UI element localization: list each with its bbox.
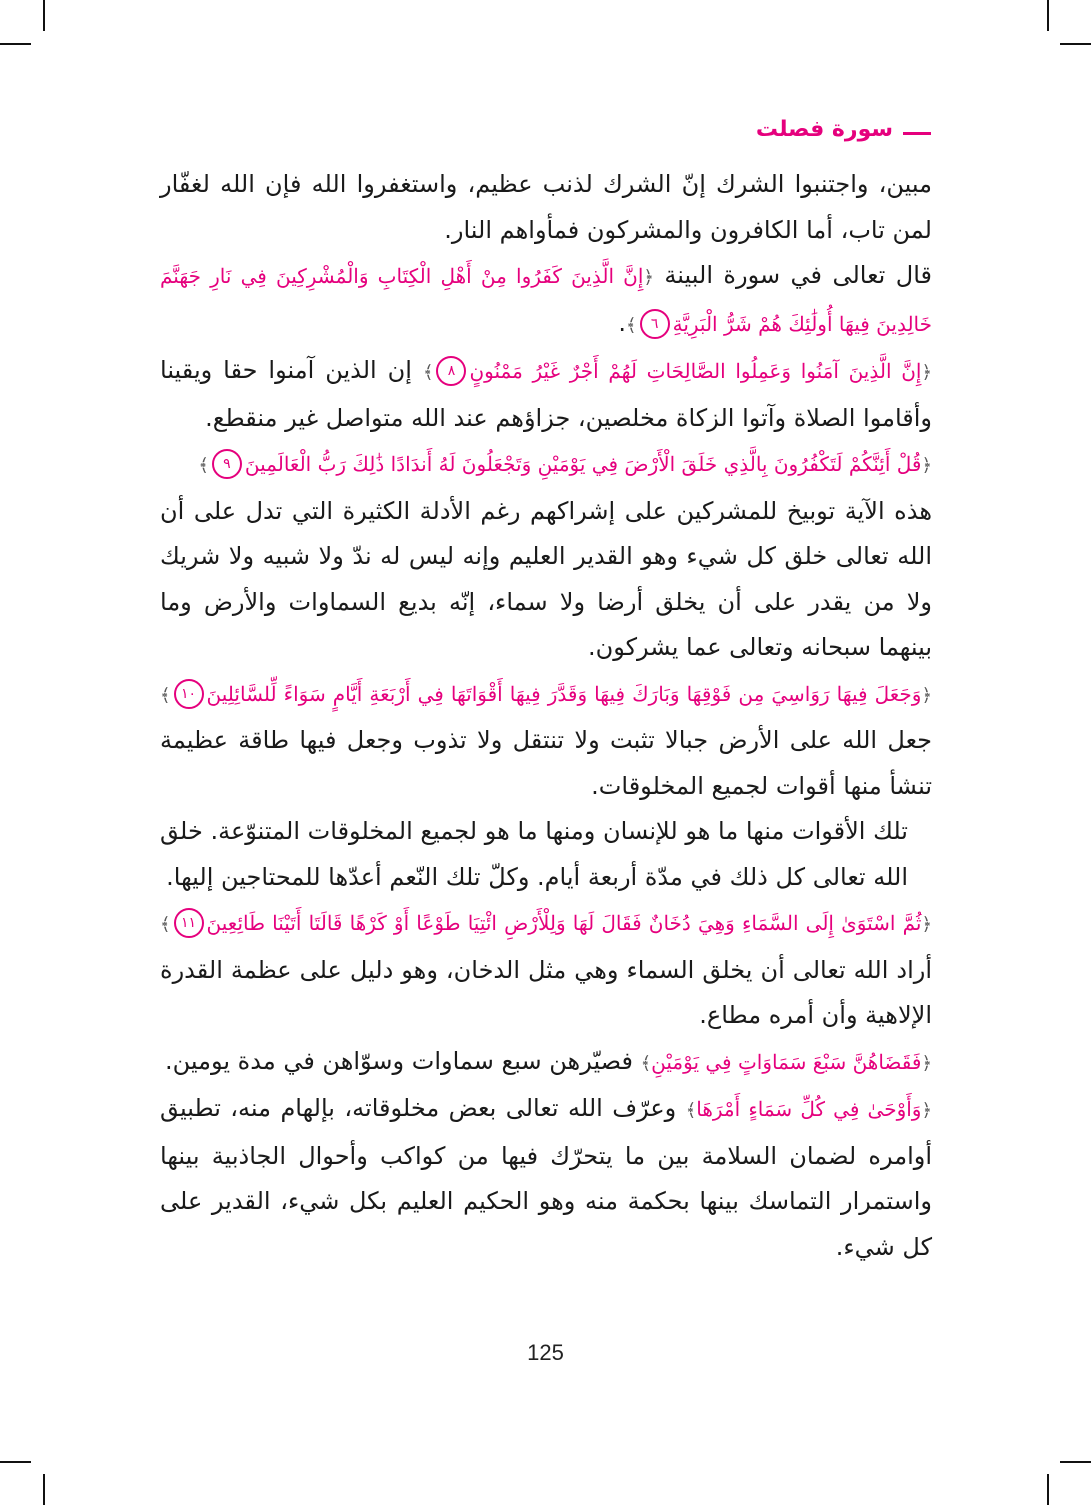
crop-mark-bottom-right-vertical [1047,1474,1049,1505]
quran-verse: فَقَضَاهُنَّ سَبْعَ سَمَاوَاتٍ فِي يَوْمَيْنِ [651,1049,922,1074]
paragraph [160,162,932,253]
ornate-bracket-close-icon: ﴾ [198,455,209,476]
commentary-text: هذه الآية توبيخ للمشركين على إشراكهم رغم الأدلة الكثيرة التي تدل على أن الله تعالى خلق كل شيء وهو القدير العليم وإنه ليس له ندّ ولا شبيه ولا شريك ولا من يقدر على أن يخلق أرضا ولا سماء، إنّه بديع السماوات والأرض وما بينهما سبحانه وتعالى عما يشركون. [160,496,932,661]
commentary-text: . [618,308,627,337]
paragraph [160,1039,932,1087]
ornate-bracket-open-icon: ﴿ [921,455,932,476]
ornate-bracket-open-icon: ﴿ [921,362,932,383]
commentary-text: جعل الله على الأرض جبالا تثبت ولا تنتقل ولا تذوب وجعل فيها طاقة عظيمة تنشأ منها أقوات لجميع المخلوقات. [160,726,932,800]
page-body [160,162,932,1270]
ornate-bracket-open-icon: ﴿ [921,1100,932,1121]
commentary-text: إن الذين آمنوا حقا ويقينا وأقاموا الصلاة وآتوا الزكاة مخلصين، جزاؤهم عند الله متواصل غير منقطع. [160,356,932,432]
paragraph [160,489,932,671]
quran-verse: وَجَعَلَ فِيهَا رَوَاسِيَ مِن فَوْقِهَا وَبَارَكَ فِيهَا وَقَدَّرَ فِيهَا أَقْوَاتَهَا فِي أَرْبَعَةِ أَيَّامٍ سَوَاءً لِّلسَّائِلِينَ [206,681,922,706]
ornate-bracket-close-icon: ﴾ [160,684,171,706]
commentary-text: مبين، واجتنبوا الشرك إنّ الشرك لذنب عظيم، واستغفروا الله فإن الله لغفّار لمن تاب، أما الكافرون والمشركون فمأواهم النار. [160,170,932,244]
quran-verse: وَأَوْحَىٰ فِي كُلِّ سَمَاءٍ أَمْرَهَا [696,1097,922,1121]
ornate-bracket-open-icon: ﴿ [921,914,932,935]
commentary-text: قال تعالى في سورة البينة [653,261,932,289]
ornate-bracket-close-icon: ﴾ [626,314,637,336]
ornate-bracket-close-icon: ﴾ [160,914,171,935]
paragraph [160,253,932,348]
crop-mark-top-right-vertical [1047,0,1049,31]
ornate-bracket-close-icon: ﴾ [422,362,434,383]
ayah-number-icon: ٩ [212,449,242,479]
surah-title: سورة فصلت [755,116,893,142]
quran-verse: إِنَّ الَّذِينَ آمَنُوا وَعَمِلُوا الصَّالِحَاتِ لَهُمْ أَجْرٌ غَيْرُ مَمْنُونٍ [469,359,922,383]
commentary-text: أراد الله تعالى أن يخلق السماء وهي مثل الدخان، وهو دليل على عظمة القدرة الإلاهية وأن أمره مطاع. [160,955,932,1029]
crop-mark-bottom-right-horizontal [1060,1461,1091,1463]
commentary-text: فصيّرهن سبع سماوات وسوّاهن في مدة يومين. [164,1046,641,1075]
paragraph [160,900,932,1039]
commentary-text: تلك الأقوات منها ما هو للإنسان ومنها ما هو لجميع المخلوقات المتنوّعة. خلق الله تعالى كل ذلك في مدّة أربعة أيام. وكلّ تلك النّعم أعدّها للمحتاجين إليها. [160,817,908,891]
running-header [756,112,931,146]
ornate-bracket-open-icon: ﴿ [921,684,932,706]
paragraph [160,1086,932,1270]
crop-mark-top-right-horizontal [1060,43,1091,45]
header-rule [903,132,931,135]
crop-mark-bottom-left-vertical [43,1474,45,1505]
crop-mark-top-left-horizontal [0,43,31,45]
ornate-bracket-open-icon: ﴿ [643,267,654,288]
quran-verse: قُلْ أَئِنَّكُمْ لَتَكْفُرُونَ بِالَّذِي خَلَقَ الْأَرْضَ فِي يَوْمَيْنِ وَتَجْعَلُونَ لَهُ أَندَادًا ذَٰلِكَ رَبُّ الْعَالَمِينَ [244,452,922,476]
ayah-number-icon: ١١ [174,908,204,938]
ornate-bracket-close-icon: ﴾ [685,1100,697,1121]
commentary-text: وعرّف الله تعالى بعض مخلوقاته، بإلهام منه، تطبيق أوامره لضمان السلامة بين ما يتحرّك فيها من كواكب وأحوال الجاذبية بينها واستمرار التماسك بينها بحكمة منه وهو الحكيم العليم بكل شيء، القدير على كل شيء. [160,1094,932,1261]
crop-mark-top-left-vertical [43,0,45,31]
crop-mark-bottom-left-horizontal [0,1461,31,1463]
ornate-bracket-close-icon: ﴾ [640,1052,652,1074]
paragraph [160,441,932,489]
ayah-number-icon: ١٠ [174,679,204,709]
paragraph [160,671,932,810]
ayah-number-icon: ٨ [436,356,466,386]
ayah-number-icon: ٦ [640,309,670,339]
paragraph [160,809,932,900]
page-number: 125 [527,1340,564,1365]
ornate-bracket-open-icon: ﴿ [921,1052,932,1074]
paragraph [160,348,932,441]
quran-verse: إِنَّ الَّذِينَ كَفَرُوا مِنْ أَهْلِ الْكِتَابِ وَالْمُشْرِكِينَ فِي نَارِ جَهَنَّمَ خَالِدِينَ فِيهَا أُولَٰئِكَ هُمْ شَرُّ الْبَرِيَّةِ [160,264,932,336]
quran-verse: ثُمَّ اسْتَوَىٰ إِلَى السَّمَاءِ وَهِيَ دُخَانٌ فَقَالَ لَهَا وَلِلْأَرْضِ ائْتِيَا طَوْعًا أَوْ كَرْهًا قَالَتَا أَتَيْنَا طَائِعِينَ [206,911,922,935]
